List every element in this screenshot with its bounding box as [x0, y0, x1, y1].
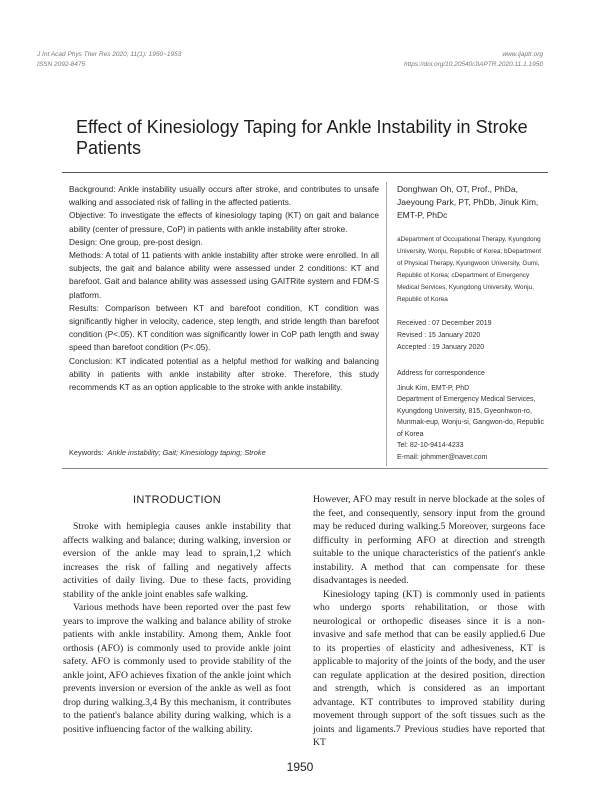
body-column-left: [63, 520, 291, 736]
abstract-results: Results: Comparison between KT and barefoot condition, KT condition was significantly higher in velocity, cadence, step length, and stride length than barefoot condition (P<.05). KT condition was significantly lower in CoP path length and sway speed than barefoot condition (P<.05).: [69, 302, 379, 353]
keywords-value: Ankle instability; Gait; Kinesiology taping; Stroke: [107, 448, 266, 457]
intro-paragraph-1: Stroke with hemiplegia causes ankle instability that affects walking and balance; during walking, inversion or eversion of the ankle may lead to sprain,1,2 which increases the risk of falling and negatively affects activities of daily living. Due to these facts, providing stability of the ankle joint enables safe walking.: [63, 521, 291, 600]
journal-header-left: [37, 50, 181, 70]
section-heading-introduction: INTRODUCTION: [133, 494, 221, 506]
page-number: 1950: [286, 760, 314, 774]
correspondence-tel: Tel: 82-10-9414-4233: [397, 442, 464, 449]
correspondence-name: Jinuk Kim, EMT-P, PhD: [397, 384, 470, 392]
date-received: Received : 07 December 2019: [397, 320, 492, 327]
journal-url[interactable]: www.ijaptr.org: [502, 51, 543, 58]
intro-paragraph-3: However, AFO may result in nerve blockade at the soles of the feet, and consequently, sensory input from the ground may be reduced during walking.5 Moreover, surgeons face difficulty in performing AFO at direction and strength suitable to the unique characteristics of the patient's ankle instability. A method that can compensate for these disadvantages is needed.: [313, 494, 545, 586]
article-dates: [397, 318, 547, 354]
abstract: [69, 183, 379, 394]
intro-paragraph-4: Kinesiology taping (KT) is commonly used in patients who undergo sports rehabilitation, or those with neurological or orthopedic diseases since it is a non-invasive and safe method that can be easily applied.6 Due to its properties of elasticity and adhesiveness, KT is applicable to majority of the joints of the body, and the user can regulate application at the desired position, direction and strength, which is considered as an important advantage. KT contributes to improved stability during movement through support of the soft tissues such as the joints and ligaments.7 Previous studies have reported that KT: [313, 588, 545, 748]
intro-paragraph-2: Various methods have been reported over the past few years to improve the walking and balance ability of stroke patients with ankle instability. Among them, Ankle foot orthosis (AFO) is commonly used to provide ankle joint safety. AFO is commonly used to provide stability of the ankle joint, AFO achieves fixation of the ankle joint which prevents inversion or eversion of the ankle as well as foot drop during walking.3,4 By this mechanism, it contributes to the patient's balance ability during walking, which is a positive influencing factor of the walking ability.: [63, 602, 291, 735]
article-title: Effect of Kinesiology Taping for Ankle Instability in Stroke Patients: [76, 117, 528, 158]
correspondence-email[interactable]: E-mail: johmmer@naver.com: [397, 453, 488, 461]
abstract-methods: Methods: A total of 11 patients with ankle instability after stroke were enrolled. In all subjects, the gait and balance ability were assessed under 2 conditions: KT and barefoot. Gait and balance ability was assessed using GAITRite system and FDM-S platform.: [69, 250, 379, 300]
correspondence-address: Department of Emergency Medical Services, Kyungdong University, 815, Gyeonhwon-ro, Munmak-eup, Wonju-si, Gangwon-do, Republic of Korea: [397, 396, 544, 438]
author-affiliations: aDepartment of Occupational Therapy, Kyungdong University, Wonju, Republic of Korea; bDepartment of Physical Therapy, Kyungwoon University, Gumi, Republic of Korea; cDepartment of Emergency Medical Services, Kyungdong University, Wonju, Republic of Korea: [397, 236, 541, 303]
journal-citation: J Int Acad Phys Ther Res 2020; 11(1): 1950~1953: [37, 51, 182, 58]
date-revised: Revised : 15 January 2020: [397, 332, 481, 339]
body-column-right: [313, 493, 545, 750]
abstract-objective: Objective: To investigate the effects of kinesiology taping (KT) on gait and balance ability (center of pressure, CoP) in patients with ankle instability after stroke.: [69, 210, 379, 234]
column-divider: [386, 182, 387, 466]
journal-issn: ISSN 2092-8475: [37, 61, 86, 68]
date-accepted: Accepted : 19 January 2020: [397, 344, 485, 351]
correspondence-block: [397, 368, 547, 463]
keywords: [69, 448, 266, 457]
author-list: Donghwan Oh, OT, Prof., PhDa, Jaeyoung Park, PT, PhDb, Jinuk Kim, EMT-P, PhDc: [397, 184, 539, 220]
article-doi[interactable]: https://doi.org/10.20540/JIAPTR.2020.11.1.1950: [403, 61, 543, 68]
keywords-label: Keywords:: [69, 448, 104, 457]
abstract-bottom-divider: [62, 468, 548, 469]
top-divider: [62, 172, 548, 173]
correspondence-label: Address for correspondence: [397, 370, 485, 377]
journal-header-right: [404, 50, 543, 70]
abstract-conclusion: Conclusion: KT indicated potential as a helpful method for walking and balancing ability in patients with ankle instability after stroke. Therefore, this study recommends KT as an option applicable to the stroke with ankle instability.: [69, 355, 379, 393]
abstract-design: Design: One group, pre-post design.: [69, 236, 203, 247]
abstract-background: Background: Ankle instability usually occurs after stroke, and contributes to unsafe walking and associated risk of falling in the affected patients.: [69, 184, 379, 208]
